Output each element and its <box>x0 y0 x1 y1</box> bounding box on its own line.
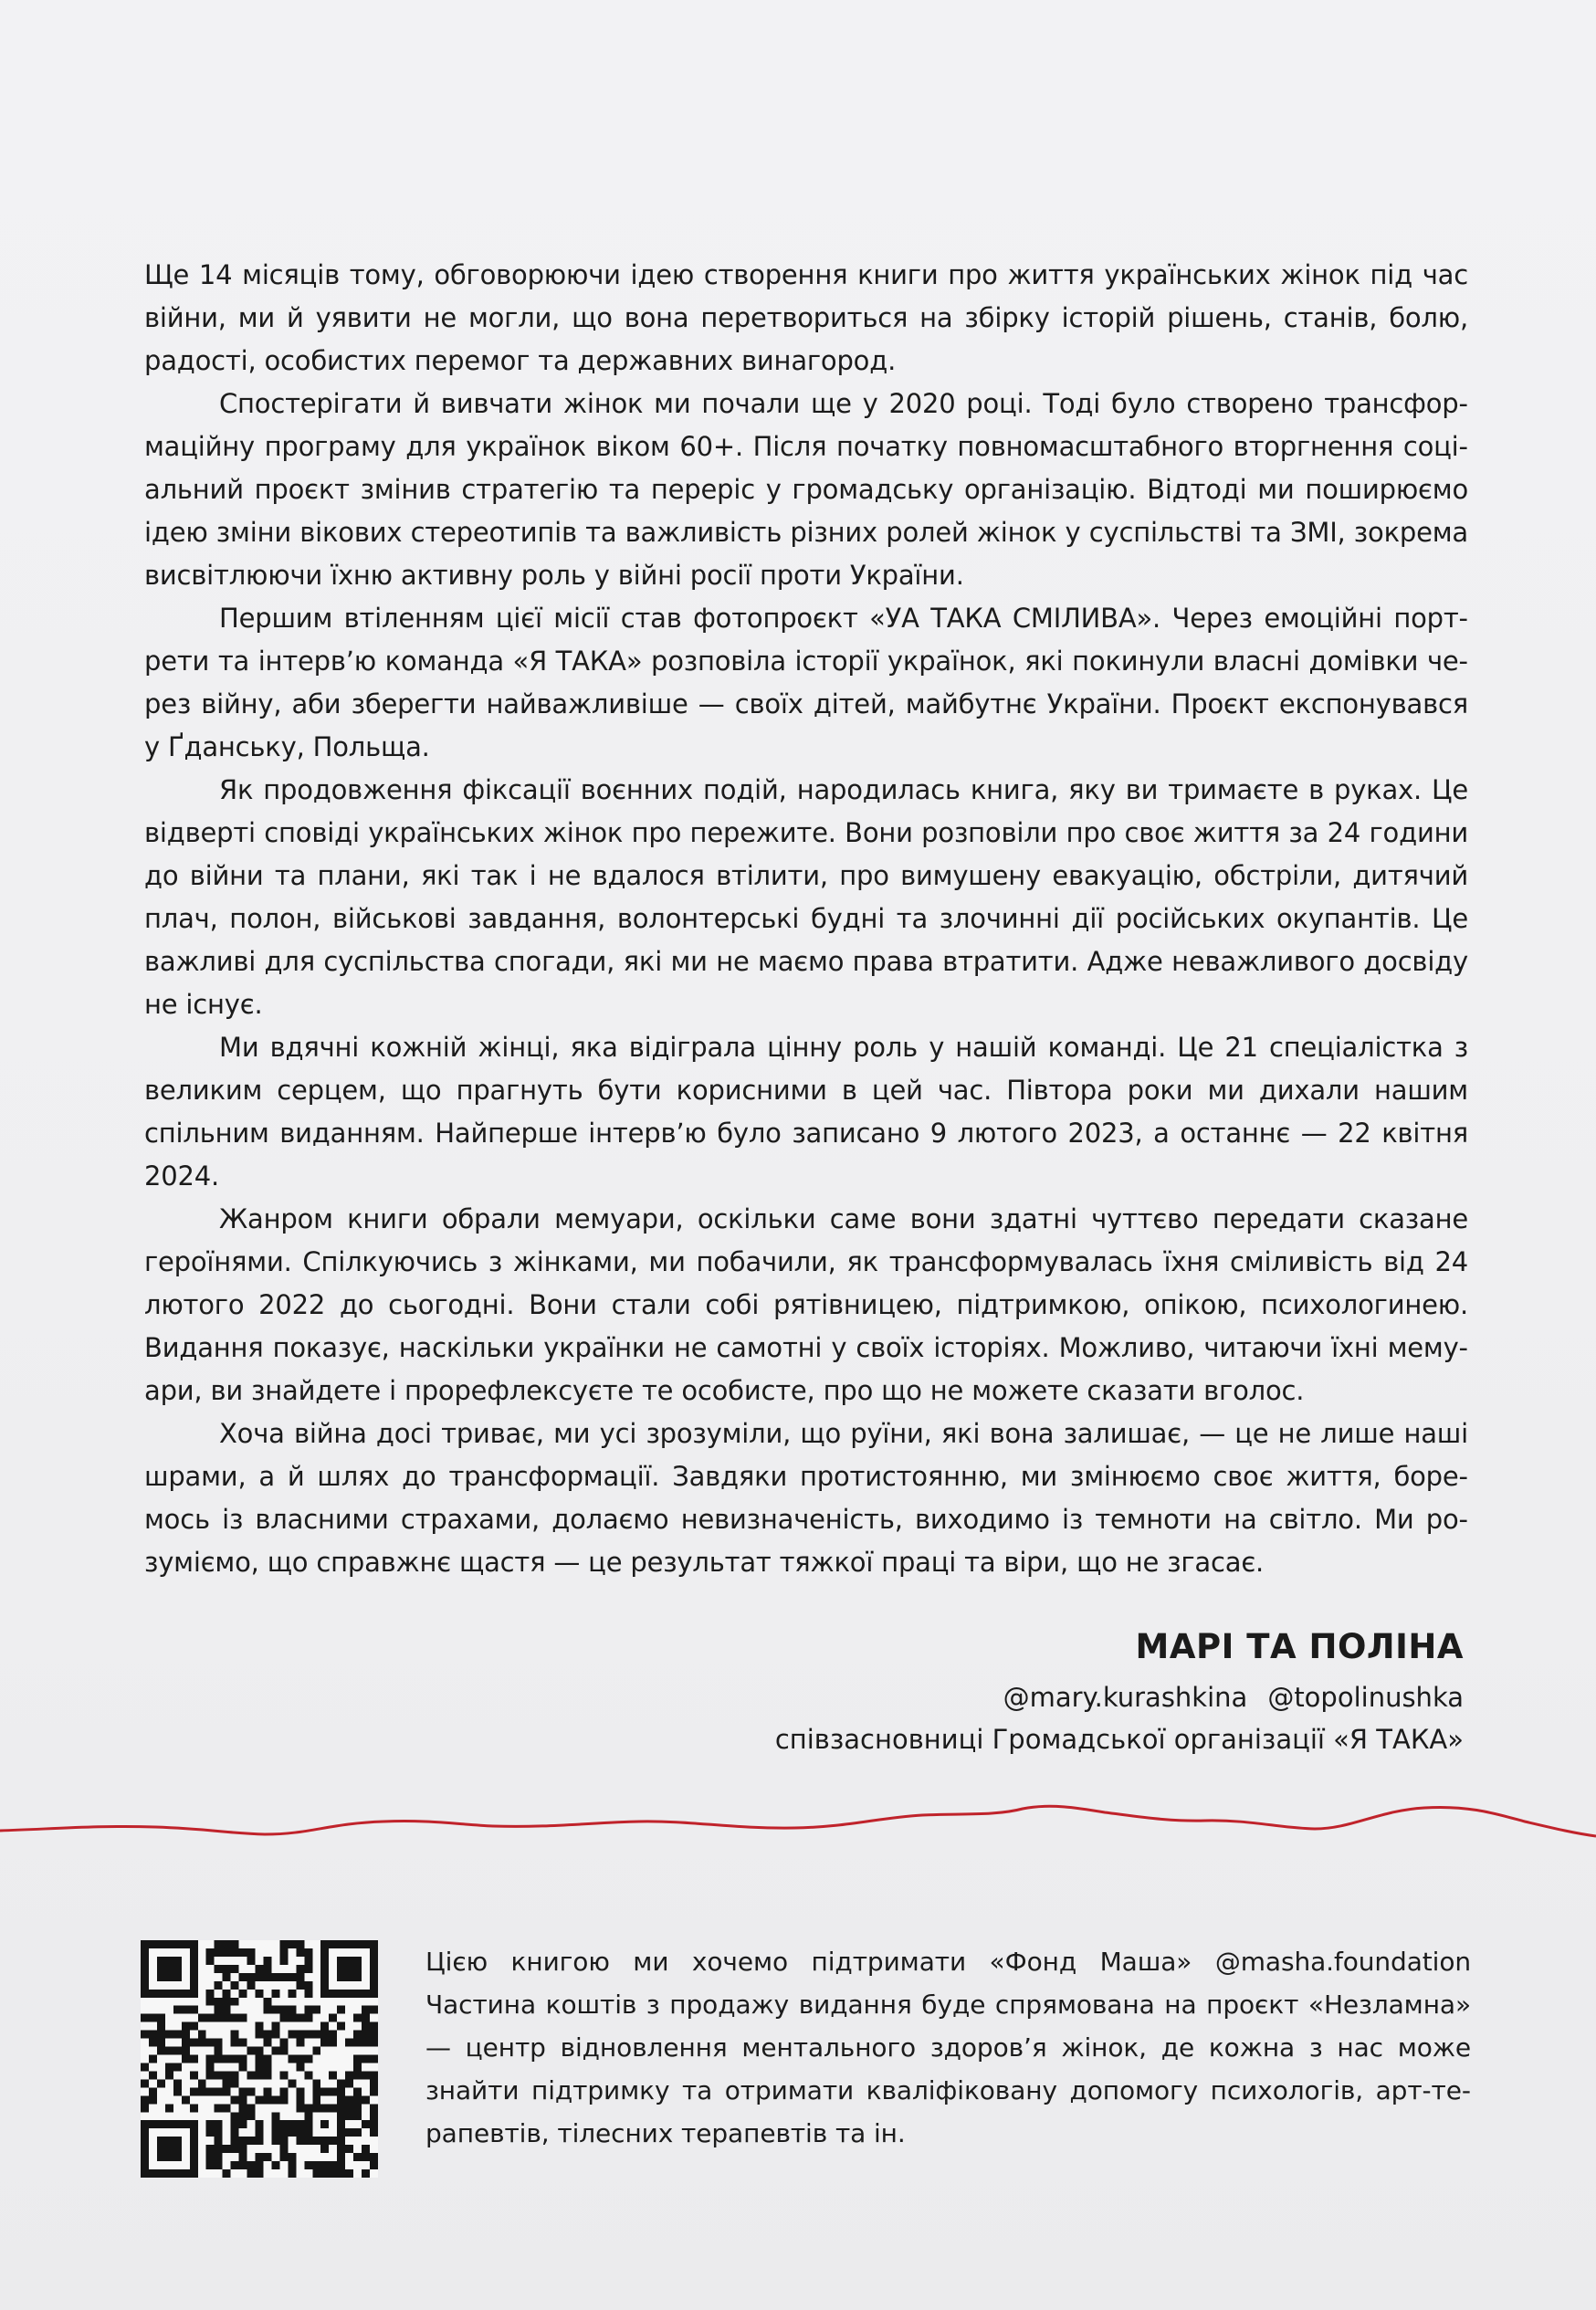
foundation-paragraph: Цією книгою ми хочемо підтримати «Фонд Маша» @masha.foundation Частина коштів з продажу видання буде спрямована на проєкт «Незламна» — центр відновлення ментального здоров’я жінок, де кожна з нас може знайти підтримку та отримати кваліфіковану допомогу психологів, арт-терапевтів, тілесних терапевтів та ін. <box>425 1947 1471 2148</box>
intro-paragraph-2: Спостерігати й вивчати жінок ми почали ще у 2020 році. Тоді було створено трансформаційну програму для українок віком 60+. Після початку повномасштабного вторгнення соціальний проєкт змінив стратегію та переріс у громадську організацію. Відтоді ми поширюємо ідею зміни вікових стереотипів та важливість різних ролей жінок у суспільстві та ЗМІ, зокрема висвітлюючи їхню активну роль у війні росії проти України. <box>144 388 1468 591</box>
handle-mary: @mary.kurashkina <box>1003 1682 1248 1713</box>
author-handles <box>775 1676 1464 1718</box>
intro-text <box>144 254 1468 1584</box>
author-role: співзасновниці Громадської організації «Я ТАКА» <box>774 1724 1464 1755</box>
signature-block <box>775 1623 1464 1760</box>
foundation-note <box>425 1940 1471 2155</box>
intro-paragraph-1: Ще 14 місяців тому, обговорюючи ідею створення книги про життя українських жінок під час війни, ми й уявити не могли, що вона перетвориться на збірку історій рішень, станів, болю, радості, особистих перемог та державних винагород. <box>144 259 1468 376</box>
intro-paragraph-5: Ми вдячні кожній жінці, яка відіграла цінну роль у нашій команді. Це 21 спеціалістка з великим серцем, що прагнуть бути корисними в цей час. Півтора роки ми дихали нашим спільним виданням. Найперше інтерв’ю було записано 9 лютого 2023, а останнє — 22 квітня 2024. <box>144 1032 1468 1192</box>
intro-paragraph-7: Хоча війна досі триває, ми усі зрозуміли, що руїни, які вона залишає, — це не лише наші шрами, а й шлях до трансформації. Завдяки протистоянню, ми змінюємо своє життя, боремось із власними страхами, долаємо невизначеність, виходимо із темноти на світло. Ми розуміємо, що справжнє щастя — це результат тяжкої праці та віри, що не згасає. <box>144 1418 1468 1578</box>
intro-paragraph-3: Першим втіленням цієї місії став фотопроєкт «УА ТАКА СМІЛИВА». Через емоційні портрети та інтерв’ю команда «Я ТАКА» розповіла історії українок, які покинули власні домівки через війну, аби зберегти найважливіше — своїх дітей, майбутнє України. Проєкт експонувався у Ґданську, Польща. <box>144 603 1468 762</box>
red-wave-line <box>0 1776 1596 1858</box>
author-names: МАРІ ТА ПОЛІНА <box>1135 1627 1464 1666</box>
intro-paragraph-4: Як продовження фіксації воєнних подій, народилась книга, яку ви тримаєте в руках. Це відверті сповіді українських жінок про пережите. Вони розповіли про своє життя за 24 години до війни та плани, які так і не вдалося втілити, про вимушену евакуацію, обстріли, дитячий плач, полон, військові завдання, волонтерські будні та злочинні дії російських окупантів. Це важливі для суспільства спогади, які ми не маємо права втратити. Адже неважливого досвіду не існує. <box>144 774 1468 1020</box>
handle-polina: @topolinushka <box>1267 1682 1464 1713</box>
qr-code-icon <box>141 1940 378 2178</box>
intro-paragraph-6: Жанром книги обрали мемуари, оскільки саме вони здатні чуттєво передати сказане героїнями. Спілкуючись з жінками, ми побачили, як трансформувалась їхня сміливість від 24 лютого 2022 до сьогодні. Вони стали собі рятівницею, підтримкою, опікою, психологинею. Видання показує, наскільки українки не самотні у своїх історіях. Можливо, читаючи їхні мемуари, ви знайдете і прорефлексуєте те особисте, про що не можете сказати вголос. <box>144 1203 1468 1406</box>
